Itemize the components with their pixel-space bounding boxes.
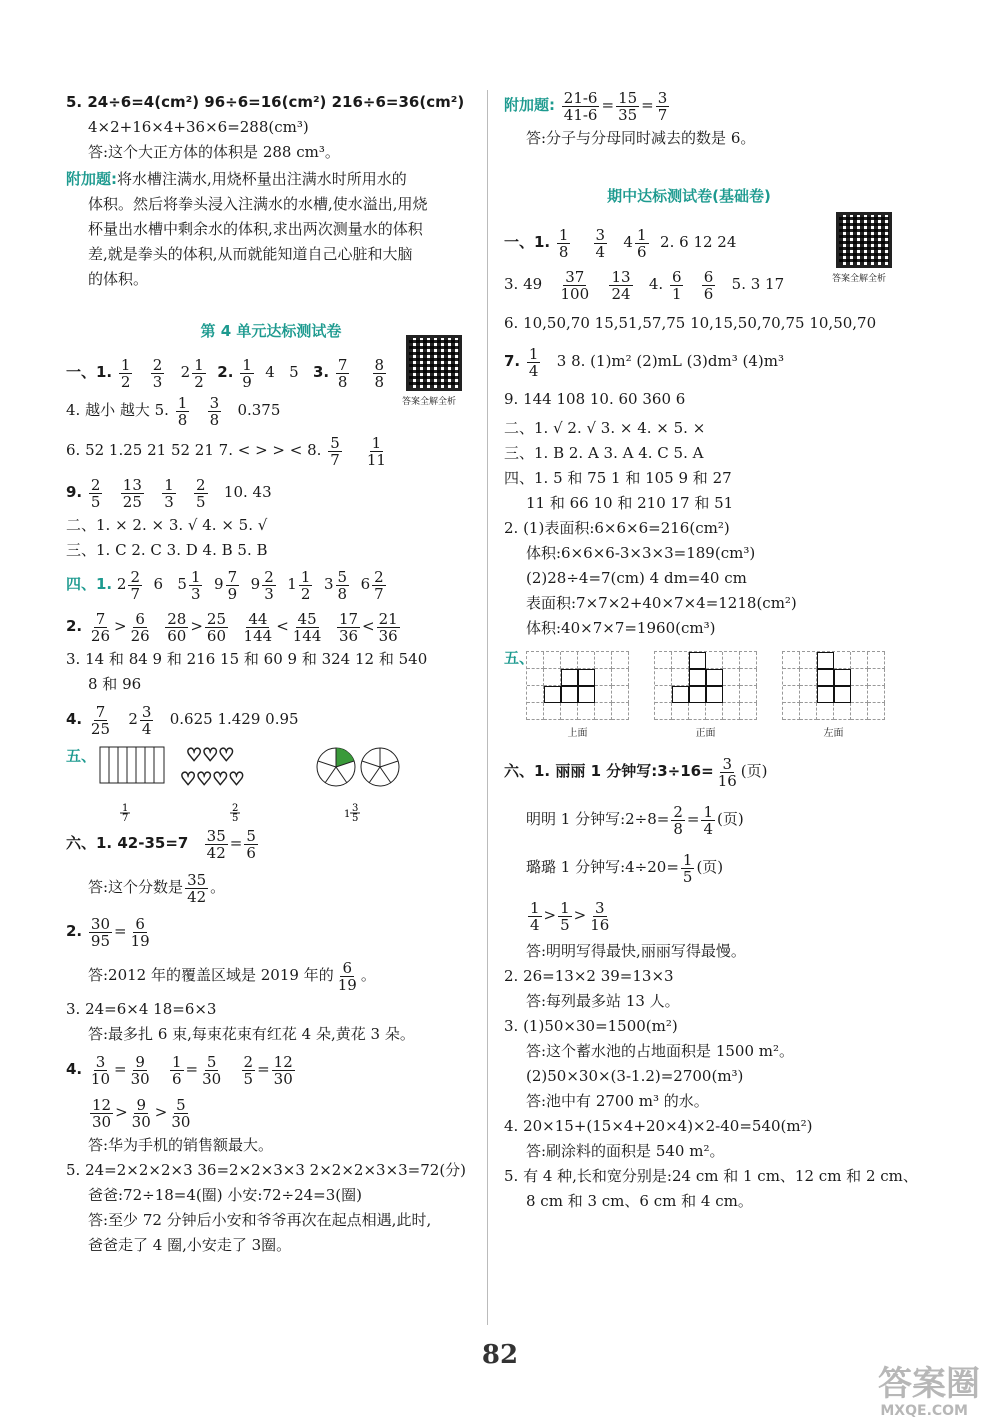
answer-line: 答:每列最多站 13 人。 bbox=[526, 992, 680, 1010]
section-title: 期中达标测试卷(基础卷) bbox=[607, 187, 771, 205]
view-caption: 正面 bbox=[695, 728, 716, 739]
answer-line: 答:刷涂料的面积是 540 m²。 bbox=[526, 1142, 725, 1160]
answer-line: 爸爸走了 4 圈,小安走了 3圈。 bbox=[88, 1236, 292, 1254]
answer-line: 答:最多扎 6 束,每束花束有红花 4 朵,黄花 3 朵。 bbox=[88, 1025, 415, 1043]
answer-line: 9. 144 108 10. 60 360 6 bbox=[504, 390, 686, 408]
answer-line: 3. (1)50×30=1500(m²) bbox=[504, 1017, 678, 1035]
answer-line: 答:这个蓄水池的占地面积是 1500 m²。 bbox=[526, 1042, 795, 1060]
left-column: 5. 24÷6=4(cm²) 96÷6=16(cm²) 216÷6=36(cm²) 4×2+16×4+36×6=288(cm³) 答:这个大正方体的体积是 288 cm³。 附加题:将水槽注满水,用烧杯量出注满水时所用水的 体积。然后将拳头浸入注满水的水槽,使水溢出,用烧 杯量出水槽中剩余水的体积,求出两次测量水的体积 差,就是拳头的体积,从而就能知道自己心脏和大脑 的体积。 第 4 单元达标测试卷 答案全解全析 一、1. $\frac{1}{2}$ $\frac{2}{3}$ 2 $\frac{1}{2}$ 2. $\frac{1}{9}$ 4 5 3. $\frac{7}{8}$ $\frac{8}{8}$ 4. 越小 越大 5. $\frac{1}{8}$ $\frac{3}{8}$ 0.375 6. 52 1.25 21 52 21 7. < > > < 8. $\frac{5}{7}$ $\frac{1}{11}$ 9. $\frac{2}{5}$ $\frac{13}{25}$ $\frac{1}{3}$ $\frac{2}{5}$ 10. 43 二、1. × 2. × 3. √ 4. × 5. √ 三、1. C 2. C 3. D 4. B 5. B 四、1. 2 $\frac{2}{7}$ 6 5 $\frac{1}{3}$ 9 $\frac{7}{9}$ 9 $\frac{2}{3}$ 1 $\frac{1}{2}$ 3 $\frac{5}{8}$ 6 $\frac{2}{7}$ 2. $\frac{7}{26}$ > $\frac{6}{26}$ $\frac{28}{60}$ > $\frac{25}{60}$ $\frac{44}{144}$ < $\frac{45}{144}$ $\frac{17}{36}$ < $\frac{21}{36}$ 3. 14 和 84 9 和 216 15 和 60 9 和 324 12 和 540 8 和 96 4. $\frac{7}{25}$ 2 $\frac{3}{4}$ 0.625 1.429 0.95 五、 1 7 ♡♡♡ ♡♡♡♡ 2 5 1 3 5 六、1. 42-35=7 $\frac{35}{42}$ = $\frac{5}{6}$ 答:这个分数是 $\frac{35}{42}$ 。 2. $\frac{30}{95}$ = $\frac{6}{19}$ 答:2012 年的覆盖区域是 2019 年的 $\frac{6}{19}$ 。 3. 24=6×4 18=6×3 答:最多扎 6 束,每束花束有红花 4 朵,黄花 3 朵。 4. $\frac{3}{10}$ = $\frac{9}{30}$ $\frac{1}{6}$ = $\frac{5}{30}$ $\frac{2}{5}$ = $\frac{12}{30}$ $\frac{12}{30}$ > $\frac{9}{30}$ > $\frac{5}{30}$ 答:华为手机的销售额最大。 5. 24=2×2×2×3 36=2×2×3×3 2×2×2×3×3=72(分) 爸爸:72÷18=4(圈) 小安:72÷24=3(圈) 答:至少 72 分钟后小安和爷爷再次在起点相遇,此时, 爸爸走了 4 圈,小安走了 3圈。 bbox=[66, 80, 476, 1258]
answer-line: 2. 26=13×2 39=13×3 bbox=[504, 967, 674, 985]
answer-line: 二、1. √ 2. √ 3. × 4. × 5. × bbox=[504, 419, 706, 437]
watermark-logo: 答案圈 bbox=[878, 1364, 980, 1404]
view-top bbox=[526, 651, 629, 739]
answer-line: 8 cm 和 3 cm、6 cm 和 4 cm。 bbox=[526, 1192, 753, 1210]
svg-text:1: 1 bbox=[122, 803, 129, 814]
answer-line: 答:华为手机的销售额最大。 bbox=[88, 1136, 274, 1154]
section-title: 第 4 单元达标测试卷 bbox=[200, 322, 342, 340]
answer-line: 6. 10,50,70 15,51,57,75 10,15,50,70,75 10,50,70 bbox=[504, 314, 877, 332]
svg-text:♡♡♡♡: ♡♡♡♡ bbox=[180, 769, 245, 790]
answer-line: 5. 24÷6=4(cm²) 96÷6=16(cm²) 216÷6=36(cm²) bbox=[66, 93, 465, 111]
view-front bbox=[654, 651, 757, 739]
answer-line: (2)50×30×(3-1.2)=2700(m³) bbox=[526, 1067, 744, 1085]
answer-line: 体积。然后将拳头浸入注满水的水槽,使水溢出,用烧 bbox=[88, 195, 428, 213]
answer-line: (2)28÷4=7(cm) 4 dm=40 cm bbox=[526, 569, 747, 587]
answer-line: 三、1. B 2. A 3. A 4. C 5. A bbox=[504, 444, 704, 462]
answer-line: 2. (1)表面积:6×6×6=216(cm²) bbox=[504, 519, 730, 537]
svg-text:1: 1 bbox=[344, 809, 351, 820]
answer-line: 答:这个大正方体的体积是 288 cm³。 bbox=[88, 143, 340, 161]
svg-text:7: 7 bbox=[122, 813, 129, 821]
view-caption: 左面 bbox=[823, 728, 844, 739]
answer-line: 5. 有 4 种,长和宽分别是:24 cm 和 1 cm、12 cm 和 2 cm、 bbox=[504, 1167, 918, 1185]
answer-line: 6. 52 1.25 21 52 21 7. < > > < 8. bbox=[66, 441, 322, 459]
answer-line: 4. 越小 越大 5. bbox=[66, 401, 169, 419]
answer-line: 3. 24=6×4 18=6×3 bbox=[66, 1000, 217, 1018]
answer-line: 二、1. × 2. × 3. √ 4. × 5. √ bbox=[66, 516, 268, 534]
three-views: 五、 上面 正面 左面 bbox=[504, 647, 934, 747]
answer-line: 5. 24=2×2×2×3 36=2×2×3×3 2×2×2×3×3=72(分) bbox=[66, 1161, 467, 1179]
watermark-url: MXQE.COM bbox=[880, 1403, 968, 1419]
answer-line: 4×2+16×4+36×6=288(cm³) bbox=[88, 118, 309, 136]
qr-caption: 答案全解全析 bbox=[832, 274, 887, 284]
view-caption: 上面 bbox=[567, 728, 588, 739]
answer-line: 答:至少 72 分钟后小安和爷爷再次在起点相遇,此时, bbox=[88, 1211, 432, 1229]
bonus-label: 附加题: bbox=[66, 170, 117, 188]
view-left bbox=[782, 651, 885, 739]
page-number: 82 bbox=[481, 1340, 519, 1370]
qr-caption: 答案全解全析 bbox=[402, 397, 457, 407]
answer-line: 答:分子与分母同时减去的数是 6。 bbox=[526, 129, 756, 147]
answer-line: 爸爸:72÷18=4(圈) 小安:72÷24=3(圈) bbox=[88, 1186, 362, 1204]
answer-line: 表面积:7×7×2+40×7×4=1218(cm²) bbox=[526, 594, 797, 612]
answer-line: 差,就是拳头的体积,从而就能知道自己心脏和大脑 bbox=[88, 245, 413, 263]
fraction-figures: 五、 1 7 ♡♡♡ ♡♡♡♡ 2 5 1 3 5 bbox=[66, 741, 476, 821]
answer-line: 四、1. 5 和 75 1 和 105 9 和 27 bbox=[504, 469, 732, 487]
answer-line: 3. 14 和 84 9 和 216 15 和 60 9 和 324 12 和 540 bbox=[66, 650, 428, 668]
svg-text:2: 2 bbox=[232, 803, 239, 814]
answer-line: 体积:40×7×7=1960(cm³) bbox=[526, 619, 716, 637]
answer-line: 8 和 96 bbox=[88, 675, 142, 693]
svg-text:5: 5 bbox=[352, 813, 359, 821]
answer-line: 答:池中有 2700 m³ 的水。 bbox=[526, 1092, 709, 1110]
answer-line: 答:明明写得最快,丽丽写得最慢。 bbox=[526, 942, 746, 960]
answer-line: 4. 20×15+(15×4+20×4)×2-40=540(m²) bbox=[504, 1117, 813, 1135]
answer-line: 的体积。 bbox=[88, 270, 149, 288]
svg-text:♡♡♡: ♡♡♡ bbox=[186, 745, 235, 766]
answer-line: 三、1. C 2. C 3. D 4. B 5. B bbox=[66, 541, 268, 559]
svg-text:5: 5 bbox=[232, 813, 239, 821]
answer-line: 11 和 66 10 和 210 17 和 51 bbox=[526, 494, 734, 512]
svg-text:3: 3 bbox=[352, 803, 359, 814]
answer-line: 杯量出水槽中剩余水的体积,求出两次测量水的体积 bbox=[88, 220, 423, 238]
answer-line: 体积:6×6×6-3×3×3=189(cm³) bbox=[526, 544, 756, 562]
column-divider bbox=[487, 90, 488, 1325]
right-column: 附加题: $\frac{21-6}{41-6}$ = $\frac{15}{35}$ = $\frac{3}{7}$ 答:分子与分母同时减去的数是 6。 期中达标测试卷(基础卷) 答案全解全析 一、1. $\frac{1}{8}$ $\frac{3}{4}$ 4 $\frac{1}{6}$ 2. 6 12 24 3. 49 $\frac{37}{100}$ $\frac{13}{24}$ 4. $\frac{6}{1}$ $\frac{6}{6}$ 5. 3 17 6. 10,50,70 15,51,57,75 10,15,50,70,75 10,50,70 7. $\frac{1}{4}$ 3 8. (1)m² (2)mL (3)dm³ (4)m³ 9. 144 108 10. 60 360 6 二、1. √ 2. √ 3. × 4. × 5. × 三、1. B 2. A 3. A 4. C 5. A 四、1. 5 和 75 1 和 105 9 和 27 11 和 66 10 和 210 17 和 51 2. (1)表面积:6×6×6=216(cm²) 体积:6×6×6-3×3×3=189(cm³) (2)28÷4=7(cm) 4 dm=40 cm 表面积:7×7×2+40×7×4=1218(cm²) 体积:40×7×7=1960(cm³) 五、 上面 正面 左面 六、1. 丽丽 1 分钟写:3÷16= $\frac{3}{16}$ (页) 明明 1 分钟写:2÷8= $\frac{2}{8}$ = $\frac{1}{4}$ (页) 璐璐 1 分钟写:4÷20= $\frac{1}{5}$ (页) $\frac{1}{4}$ > $\frac{1}{5}$ > $\frac{3}{16}$ 答:明明写得最快,丽丽写得最慢。 2. 26=13×2 39=13×3 答:每列最多站 13 人。 3. (1)50×30=1500(m²) 答:这个蓄水池的占地面积是 1500 m²。 (2)50×30×(3-1.2)=2700(m³) 答:池中有 2700 m³ 的水。 4. 20×15+(15×4+20×4)×2-40=540(m²) 答:刷涂料的面积是 540 m²。 5. 有 4 种,长和宽分别是:24 cm 和 1 cm、12 cm 和 2 cm、 8 cm 和 3 cm、6 cm 和 4 cm。 bbox=[504, 80, 934, 1214]
answer-line: 将水槽注满水,用烧杯量出注满水时所用水的 bbox=[117, 170, 407, 188]
